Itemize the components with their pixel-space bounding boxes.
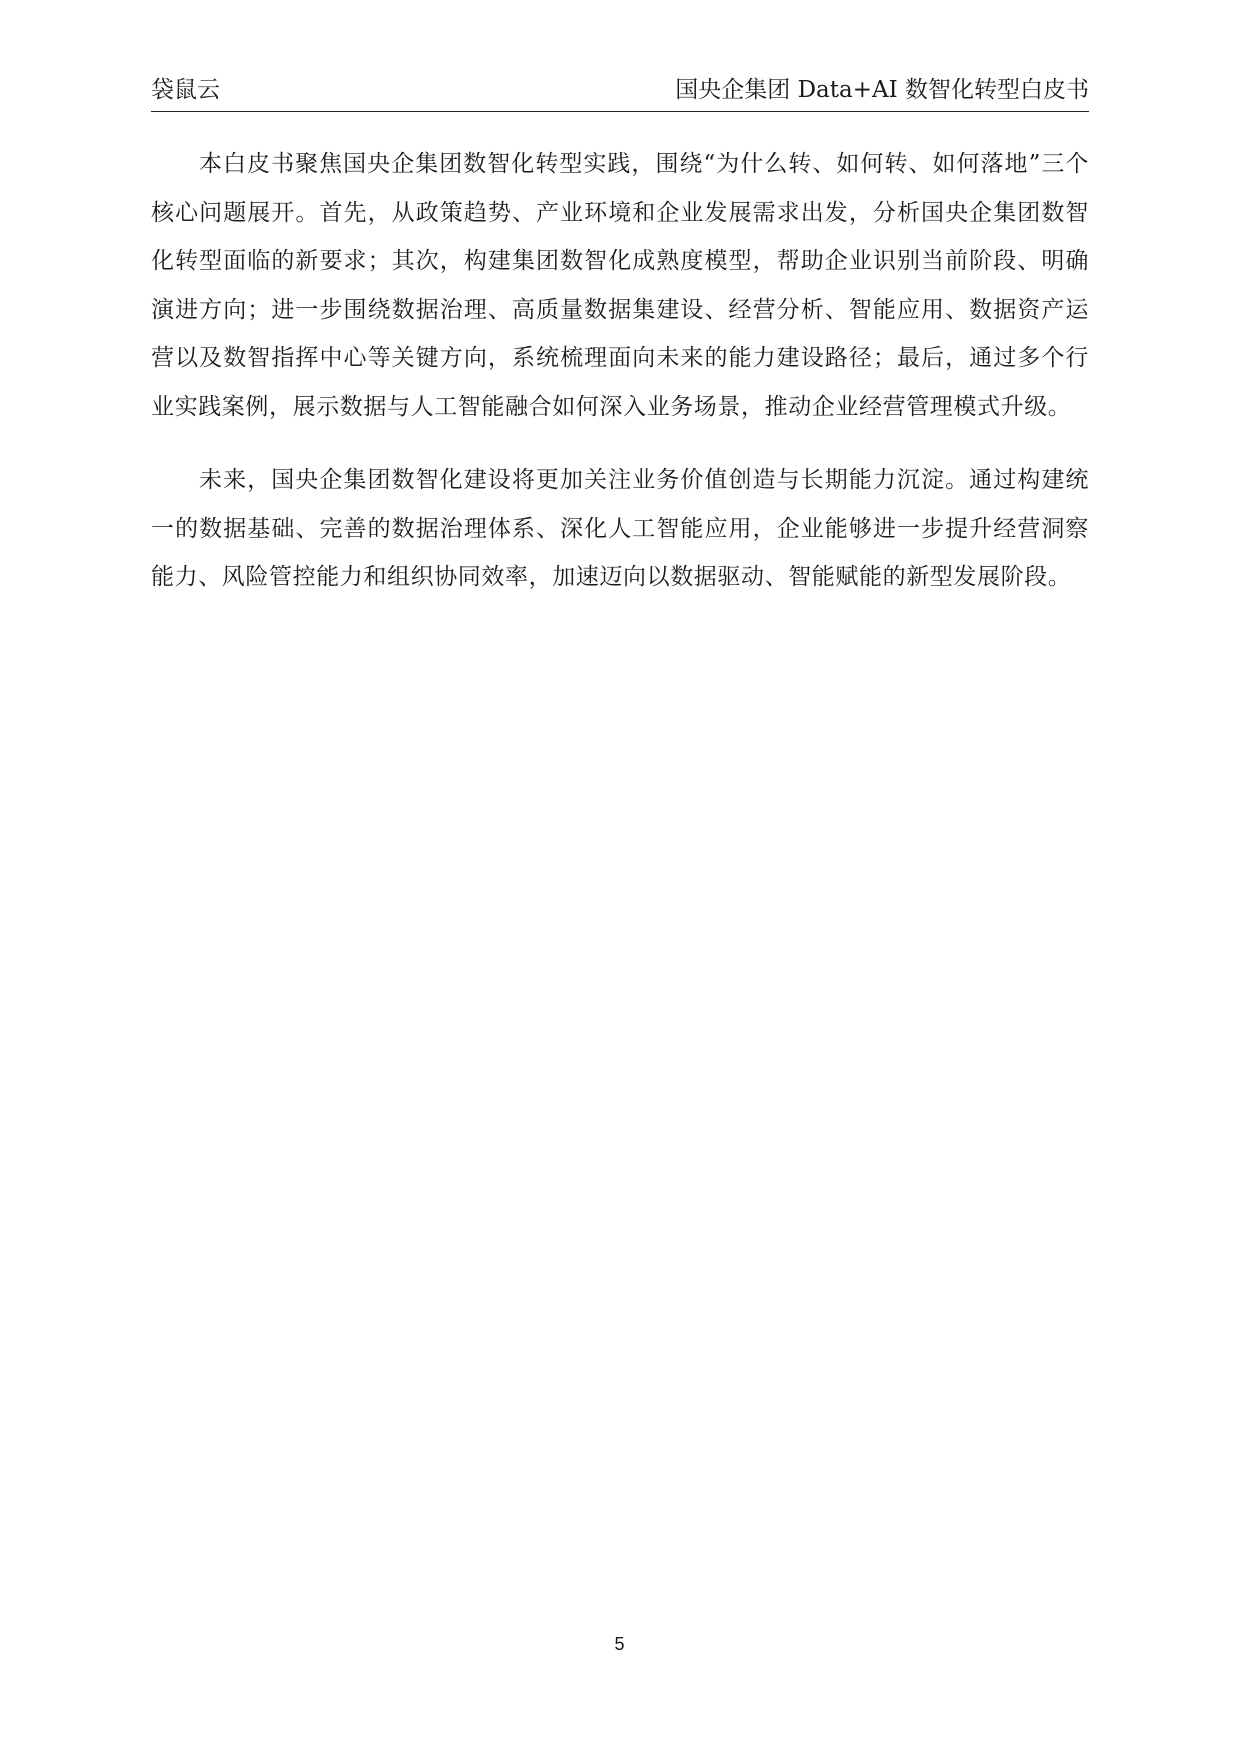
header-document-title: 国央企集团 Data+AI 数智化转型白皮书 — [675, 77, 1089, 103]
header-divider — [151, 111, 1089, 112]
paragraph-summary: 本白皮书聚焦国央企集团数智化转型实践，围绕“为什么转、如何转、如何落地”三个核心问题展开。首先，从政策趋势、产业环境和企业发展需求出发，分析国央企集团数智化转型面临的新要求；其次，构建集团数智化成熟度模型，帮助企业识别当前阶段、明确演进方向；进一步围绕数据治理、高质量数据集建设、经营分析、智能应用、数据资产运营以及数智指挥中心等关键方向，系统梳理面向未来的能力建设路径；最后，通过多个行业实践案例，展示数据与人工智能融合如何深入业务场景，推动企业经营管理模式升级。 — [151, 151, 1089, 420]
body-text — [151, 140, 1089, 627]
header-brand: 袋鼠云 — [151, 77, 220, 103]
running-header — [151, 70, 1089, 110]
paragraph-outlook: 未来，国央企集团数智化建设将更加关注业务价值创造与长期能力沉淀。通过构建统一的数据基础、完善的数据治理体系、深化人工智能应用，企业能够进一步提升经营洞察能力、风险管控能力和组织协同效率，加速迈向以数据驱动、智能赋能的新型发展阶段。 — [151, 467, 1089, 590]
page-number: 5 — [614, 1634, 625, 1654]
